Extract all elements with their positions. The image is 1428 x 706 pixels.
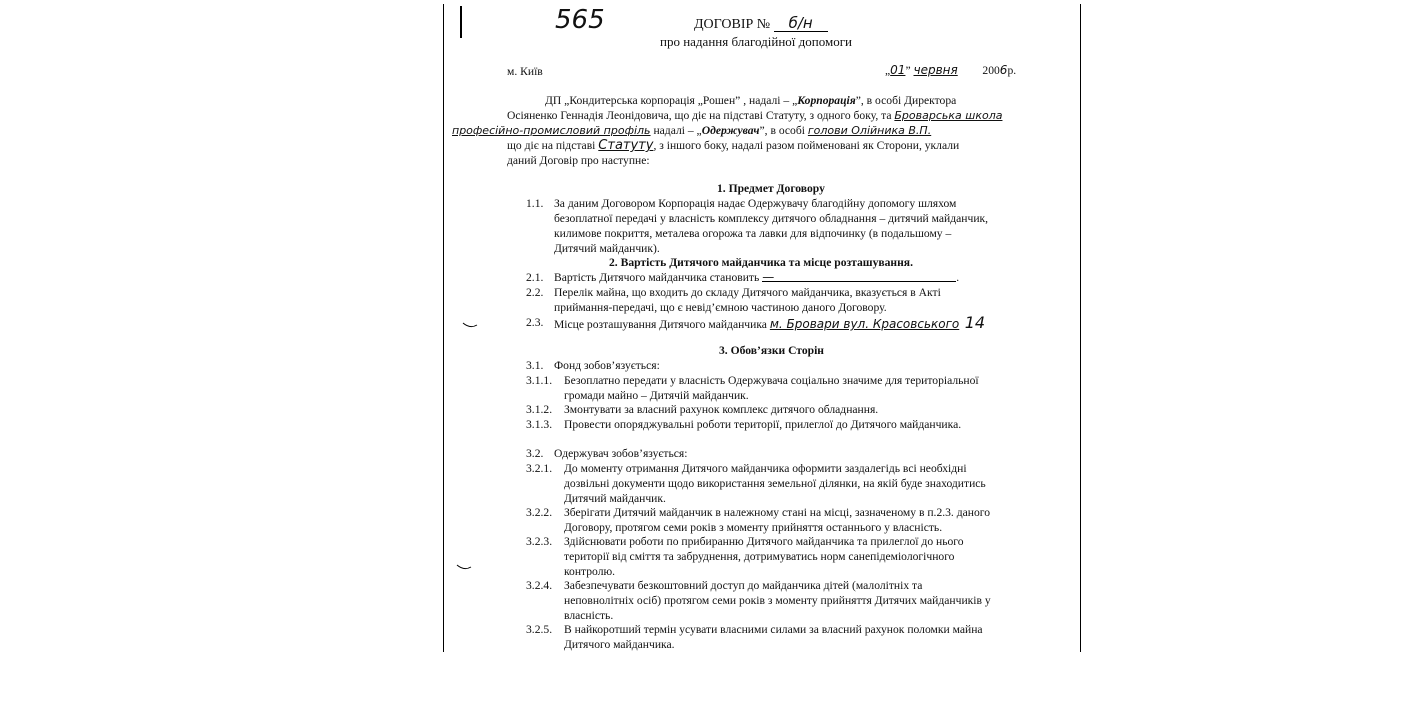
clause-number: 2.3. (526, 316, 544, 329)
intro-line-3: професійно-промисловий профіль надалі – „Одержувач”, в особі голови Олійника В.П. (452, 124, 932, 137)
section-3-heading: 3. Обов’язки Сторін (719, 344, 824, 357)
handwritten-house-number: 14 (964, 313, 986, 332)
party-corporation: Корпорація (797, 94, 856, 107)
date-suffix: р. (1007, 64, 1017, 77)
contract-date: „01” червня 2006р. (885, 63, 1017, 77)
clause-3-1-2: Змонтувати за власний рахунок комплекс дитячого обладнання. (564, 403, 879, 416)
clause-3-1-3: Провести опоряджувальні роботи території, прилеглої до Дитячого майданчика. (564, 418, 962, 431)
clause-number: 3.1.1. (526, 374, 553, 387)
intro-line-5: даний Договір про наступне: (507, 154, 650, 167)
clause-3-2-1: До моменту отримання Дитячого майданчика оформити заздалегідь всі необхідні дозвільні документи щодо використання земельної ділянки, на якій буде знаходитись Дитячий майданчик. (564, 462, 986, 505)
date-year-prefix: 200 (982, 64, 1000, 77)
handwritten-cost: — (762, 270, 956, 282)
section-2-heading: 2. Вартість Дитячого майданчика та місце розташування. (609, 256, 913, 269)
handwritten-basis: Статуту (598, 138, 654, 153)
right-margin-line (1080, 4, 1081, 652)
intro-line-2: Осіяненко Геннадія Леонідовича, що діє на підставі Статуту, з одного боку, та Броварська школа (507, 109, 1003, 122)
contract-subtitle: про надання благодійної допомоги (660, 34, 852, 49)
clause-2-2: Перелік майна, що входить до складу Дитячого майданчика, вказується в Акті приймання-передачі, що є невід’ємною частиною даного Договору. (554, 286, 941, 314)
clause-number: 3.1. (526, 359, 544, 372)
contract-title (694, 16, 828, 32)
clause-2-3: Місце розташування Дитячого майданчика м. Бровари вул. Красовського 14 (554, 313, 986, 332)
handwritten-recipient-rep: голови Олійника В.П. (807, 124, 932, 137)
clause-3-2-2: Зберігати Дитячий майданчик в належному стані на місці, зазначеному в п.2.3. даного Договору, протягом семи років з моменту прийняття останнього у власність. (564, 506, 991, 534)
clause-3-2-4: Забезпечувати безкоштовний доступ до майданчика дітей (малолітніх та неповнолітніх осіб) протягом семи років з моменту прийняття Дитячих майданчиків у власність. (564, 579, 991, 622)
clause-3-1: Фонд зобов’язується: (554, 359, 660, 372)
margin-tick-mark (462, 320, 478, 330)
clause-3-2-3: Здійснювати роботи по прибиранню Дитячого майданчика та прилеглої до нього території від сміття та забруднення, дотримуватись норм санепідеміологічного контролю. (564, 535, 964, 578)
clause-number: 3.2.5. (526, 623, 553, 636)
clause-number: 3.1.2. (526, 403, 553, 416)
intro-line-1: ДП „Кондитерська корпорація „Рошен” , надалі – „Корпорація”, в особі Директора (545, 94, 957, 107)
handwritten-org-name: Броварська школа (894, 109, 1003, 122)
party-recipient: Одержувач (701, 124, 760, 137)
handwritten-contract-number: б/н (774, 16, 828, 32)
clause-number: 2.1. (526, 271, 544, 284)
clause-number: 1.1. (526, 197, 544, 210)
handwritten-date-day: 01 (890, 63, 906, 77)
city: м. Київ (507, 65, 543, 78)
intro-line-4: що діє на підставі Статуту, з іншого боку, надалі разом пойменовані як Сторони, уклали (507, 138, 960, 153)
handwritten-location: м. Бровари вул. Красовського (769, 317, 960, 331)
clause-number: 2.2. (526, 286, 544, 299)
margin-tick-mark (456, 562, 472, 572)
handwritten-doc-number: 565 (555, 5, 605, 35)
clause-number: 3.2.4. (526, 579, 553, 592)
contract-title-prefix: ДОГОВІР № (694, 17, 771, 32)
clause-2-1: Вартість Дитячого майданчика становить — . (554, 270, 960, 284)
clause-number: 3.2.2. (526, 506, 553, 519)
left-margin-line (443, 4, 444, 652)
section-1-heading: 1. Предмет Договору (717, 182, 825, 195)
clause-number: 3.2.3. (526, 535, 553, 548)
handwritten-year-digit: 6 (999, 63, 1008, 77)
clause-3-1-1: Безоплатно передати у власність Одержувача соціально значиме для територіальної громади майно – Дитячій майданчик. (564, 374, 979, 402)
clause-3-2: Одержувач зобов’язується: (554, 447, 688, 460)
margin-mark-top (460, 6, 462, 38)
clause-number: 3.1.3. (526, 418, 553, 431)
handwritten-org-name-cont: професійно-промисловий профіль (452, 124, 651, 137)
handwritten-date-month: червня (913, 63, 958, 77)
clause-number: 3.2. (526, 447, 544, 460)
clause-3-2-5: В найкоротший термін усувати власними силами за власний рахунок поломки майна Дитячого майданчика. (564, 623, 983, 651)
clause-1-1: За даним Договором Корпорація надає Одержувачу благодійну допомогу шляхом безоплатної передачі у власність комплексу дитячого обладнання – дитячий майданчик, килимове покриття, металева огорожа та лавки для відпочинку (в подальшому – Дитячий майданчик). (554, 197, 989, 255)
clause-number: 3.2.1. (526, 462, 553, 475)
